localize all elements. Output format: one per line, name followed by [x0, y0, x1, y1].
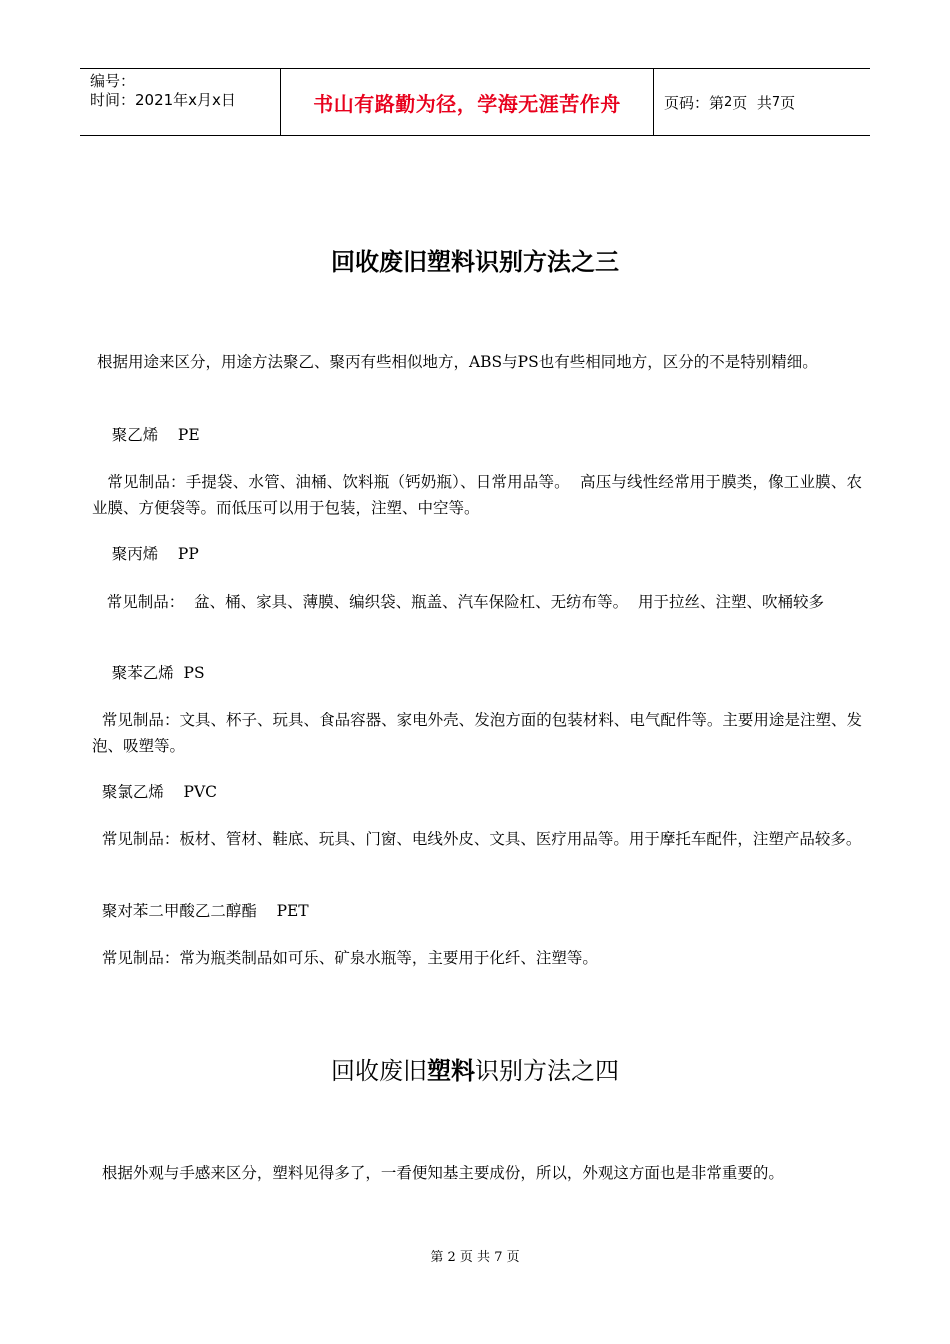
section-4-title-part2: 识别方法之四: [475, 1057, 619, 1085]
section-3-title: 回收废旧塑料识别方法之三: [331, 247, 619, 276]
section-4-intro: 根据外观与手感来区分，塑料见得多了，一看便知基主要成份，所以，外观这方面也是非常重要的。: [92, 1164, 784, 1182]
page-label-mid: 页 共: [732, 93, 772, 112]
page-label-suffix: 页: [780, 93, 796, 112]
document-header: [80, 68, 870, 136]
plastic-name-pvc: 聚氯乙烯 PVC: [92, 783, 218, 801]
page-footer: 第 2 页 共 7 页: [430, 1250, 520, 1265]
page-total: 7: [771, 94, 781, 110]
motto: 书山有路勤为径，学海无涯苦作舟: [281, 69, 654, 135]
plastic-desc-pp: 常见制品： 盆、桶、家具、薄膜、编织袋、瓶盖、汽车保险杠、无纺布等。 用于拉丝、注塑、吹桶较多: [92, 593, 824, 611]
section-4-title: [0, 1051, 950, 1086]
section-4-title-bold: 塑料: [427, 1056, 475, 1085]
plastic-desc-ps: 常见制品：文具、杯子、玩具、食品容器、家电外壳、发泡方面的包装材料、电气配件等。主要用途是注塑、发泡、吸塑等。: [92, 711, 862, 755]
header-info-cell: [80, 69, 281, 135]
section-3-intro: 根据用途来区分，用途方法聚乙、聚丙有些相似地方，ABS与PS也有些相同地方，区分的不是特别精细。: [92, 353, 818, 371]
number-label: 编号：: [90, 72, 136, 90]
page-label-prefix: 页码：第: [664, 93, 725, 112]
page-info-cell: [654, 69, 870, 135]
section-4-title-part1: 回收废旧: [331, 1057, 427, 1085]
plastic-desc-pvc: 常见制品：板材、管材、鞋底、玩具、门窗、电线外皮、文具、医疗用品等。用于摩托车配件，注塑产品较多。: [92, 830, 862, 848]
plastic-name-pet: 聚对苯二甲酸乙二醇酯 PET: [92, 902, 309, 920]
plastic-name-pe: 聚乙烯 PE: [92, 426, 200, 444]
plastic-desc-pe: 常见制品：手提袋、水管、油桶、饮料瓶（钙奶瓶）、日常用品等。 高压与线性经常用于膜类，像工业膜、农业膜、方便袋等。而低压可以用于包装，注塑、中空等。: [92, 473, 863, 517]
plastic-desc-pet: 常见制品：常为瓶类制品如可乐、矿泉水瓶等，主要用于化纤、注塑等。: [92, 949, 598, 967]
page-current: 2: [724, 94, 733, 110]
plastic-name-ps: 聚苯乙烯 PS: [92, 664, 205, 682]
time-label: 时间：2021年x月x日: [90, 91, 236, 109]
plastic-name-pp: 聚丙烯 PP: [92, 545, 199, 563]
